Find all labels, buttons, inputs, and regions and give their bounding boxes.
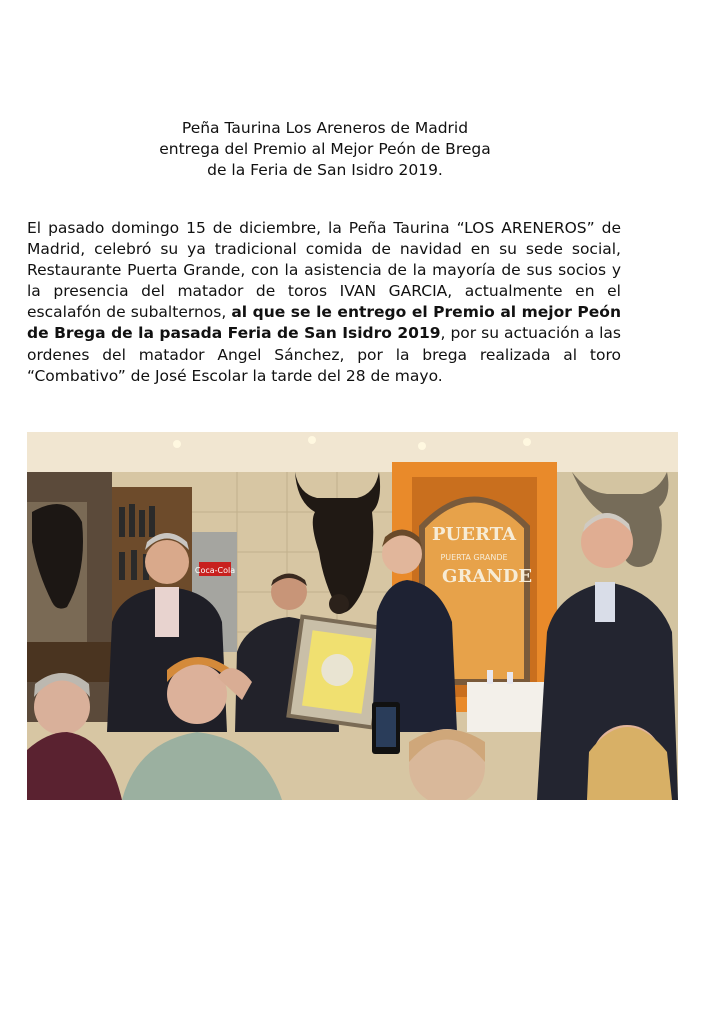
sign-text-2: GRANDE	[441, 566, 533, 587]
title-line-1: Peña Taurina Los Areneros de Madrid	[181, 119, 469, 137]
article-text-2: , por su actuación a las ordenes del matador Angel Sánchez, por la brega realizada al toro “Combativo” de José Escolar la tarde del 28 de mayo.	[27, 324, 621, 385]
sign-text-1: PUERTA	[432, 524, 516, 545]
title-line-3: de la Feria de San Isidro 2019.	[207, 161, 443, 179]
article-bold-text: al que se le entrego el Premio al mejor Peón de Brega de la pasada Feria de San Isidro 2019	[27, 303, 621, 343]
document-title	[0, 118, 650, 181]
fridge-text: Coca-Cola	[194, 566, 236, 575]
article-text-1: El pasado domingo 15 de diciembre, la Peña Taurina “LOS ARENEROS” de Madrid, celebró su ya tradicional comida de navidad en su sede social, Restaurante Puerta Grande, con la asistencia de la mayoría de sus socios y la presencia del matador de toros IVAN GARCIA, actualmente en el escalafón de subalternos,	[27, 219, 621, 322]
event-photo	[27, 432, 678, 800]
title-line-2: entrega del Premio al Mejor Peón de Brega	[159, 140, 491, 158]
article-paragraph	[27, 218, 621, 387]
sign-small-text: PUERTA GRANDE	[440, 553, 508, 562]
